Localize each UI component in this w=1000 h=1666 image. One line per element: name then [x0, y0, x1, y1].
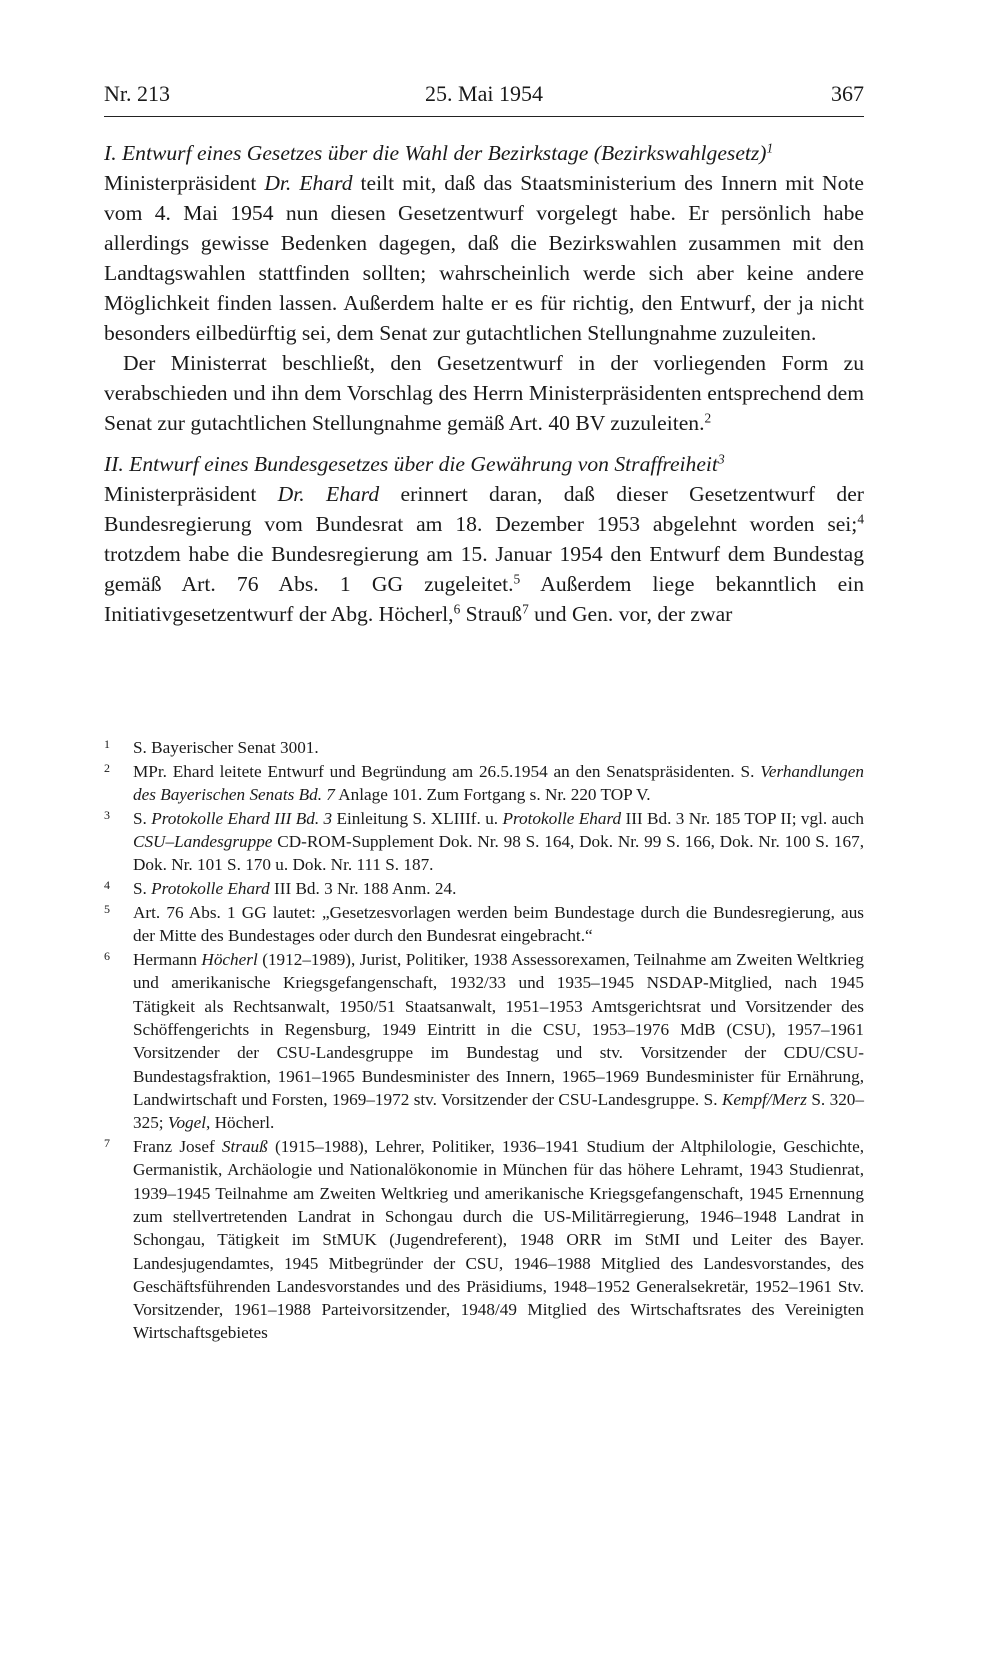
footnote-3: 3 S. Protokolle Ehard III Bd. 3 Einleitung S. XLIIIf. u. Protokolle Ehard III Bd. 3 Nr. 185 TOP II; vgl. auch CSU–Landesgruppe CD-ROM-Supplement Dok. Nr. 98 S. 164, Dok. Nr. 99 S. 166, Dok. Nr. 100 S. 167, Dok. Nr. 101 S. 170 u. Dok. Nr. 111 S. 187. [104, 807, 864, 877]
footnotes [104, 736, 864, 1345]
paragraph: Ministerpräsident Dr. Ehard erinnert daran, daß dieser Gesetzentwurf der Bundesregierung vom Bundesrat am 18. Dezember 1953 abgelehnt worden sei;$^4$ trotzdem habe die Bundesregierung am 15. Januar 1954 den Entwurf dem Bundestag gemäß Art. 76 Abs. 1 GG zugeleitet.$^5$ Außerdem liege bekanntlich ein Initiativgesetzentwurf der Abg. Höcherl,$^6$ Strauß$^7$ und Gen. vor, der zwar [104, 482, 864, 626]
footnote-ref[interactable]: 3 [717, 451, 725, 467]
footnote-number: 1 [104, 737, 110, 751]
footnote-number: 5 [104, 902, 110, 917]
footnote-ref[interactable]: 7 [522, 601, 529, 617]
footnote-5: 5 Art. 76 Abs. 1 GG lautet: „Gesetzesvorlagen werden beim Bundestage durch die Bundesregierung, aus der Mitte des Bundestages oder durch den Bundesrat eingebracht.“ [104, 901, 864, 948]
footnote-ref[interactable]: 1 [766, 140, 774, 156]
footnote-ref[interactable]: 4 [857, 511, 864, 527]
section-heading-1: I. Entwurf eines Gesetzes über die Wahl der Bezirkstage (Bezirkswahlgesetz)$^1$ [104, 140, 774, 165]
person-name: Dr. Ehard [277, 482, 380, 506]
footnote-ref[interactable]: 5 [513, 571, 521, 587]
document-number: Nr. 213 [104, 81, 170, 106]
footnote-4: 4 S. Protokolle Ehard III Bd. 3 Nr. 188 Anm. 24. [104, 877, 864, 900]
footnote-number: 6 [104, 949, 110, 964]
footnote-6: 6 Hermann Höcherl (1912–1989), Jurist, Politiker, 1938 Assessorexamen, Teilnahme am Zweiten Weltkrieg und amerikanische Kriegsgefangenschaft, 1932/33 und 1935–1945 NSDAP-Mitglied, nach 1945 Tätigkeit als Rechtsanwalt, 1950/51 Staatsanwalt, 1951–1953 Amtsgerichtsrat und Vorsitzender des Schöffengerichts in Regensburg, 1949 Eintritt in die CSU, 1953–1976 MdB (CSU), 1957–1961 Vorsitzender der CSU-Landesgruppe im Bundestag und stv. Vorsitzender der CDU/CSU-Bundestagsfraktion, 1961–1965 Bundesminister des Innern, 1965–1969 Bundesminister für Ernährung, Landwirtschaft und Forsten, 1969–1972 stv. Vorsitzender der CSU-Landesgruppe. S. Kempf/Merz S. 320–325; Vogel, Höcherl. [104, 948, 864, 1134]
section-heading-2: II. Entwurf eines Bundesgesetzes über die Gewährung von Straffreiheit$^3$ [104, 451, 725, 476]
footnote-number: 4 [104, 878, 110, 893]
page-number: 367 [831, 81, 864, 106]
footnote-1: 1 S. Bayerischer Senat 3001. [104, 736, 864, 759]
footnote-ref[interactable]: 6 [453, 601, 461, 617]
session-date: 25. Mai 1954 [425, 81, 543, 106]
footnote-number: 3 [104, 807, 110, 822]
footnote-number: 7 [104, 1136, 110, 1151]
footnote-ref[interactable]: 2 [704, 410, 712, 426]
footnote-7: 7 Franz Josef Strauß (1915–1988), Lehrer, Politiker, 1936–1941 Studium der Altphilologie, Geschichte, Germanistik, Archäologie und Nationalökonomie in München für das höhere Lehramt, 1943 Studienrat, 1939–1945 Teilnahme am Zweiten Weltkrieg und amerikanische Kriegsgefangenschaft, 1945 Ernennung zum stellvertretenden Landrat in Schongau durch die US-Militärregierung, 1946–1948 Landrat in Schongau, Tätigkeit im StMUK (Jugendreferent), 1948 ORR im StMI und Leiter des Bayer. Landesjugendamtes, 1945 Mitbegründer der CSU, 1946–1988 Mitglied des Landesvorstandes, des Geschäftsführenden Landesvorstandes und des Präsidiums, 1948–1952 Generalsekretär, 1952–1961 Stv. Vorsitzender, 1961–1988 Parteivorsitzender, 1948/49 Mitglied des Wirtschaftsrates des Vereinigten Wirtschaftsgebietes [104, 1135, 864, 1345]
footnote-number: 2 [104, 760, 110, 775]
running-header [104, 80, 864, 117]
paragraph-resolution: Der Ministerrat beschließt, den Gesetzentwurf in der vorliegenden Form zu verabschieden und ihn dem Vorschlag des Herrn Ministerpräsidenten entsprechend dem Senat zur gutachtlichen Stellungnahme gemäß Art. 40 BV zuzuleiten.$^2$ [104, 351, 864, 435]
paragraph: Ministerpräsident Dr. Ehard teilt mit, daß das Staatsministerium des Innern mit Note vom 4. Mai 1954 nun diesen Gesetzentwurf vorgelegt habe. Er persönlich habe allerdings gewisse Bedenken dagegen, daß die Bezirkswahlen zusammen mit den Landtagswahlen stattfinden sollten; wahrscheinlich werde sich aber keine andere Möglichkeit finden lassen. Außerdem halte er es für richtig, den Entwurf, der ja nicht besonders eilbedürftig sei, dem Senat zur gutachtlichen Stellungnahme zuzuleiten. [104, 171, 865, 345]
person-name: Dr. Ehard [264, 171, 353, 195]
main-text [104, 138, 864, 629]
footnote-2: 2 MPr. Ehard leitete Entwurf und Begründung am 26.5.1954 an den Senatspräsidenten. S. Verhandlungen des Bayerischen Senats Bd. 7 Anlage 101. Zum Fortgang s. Nr. 220 TOP V. [104, 760, 864, 807]
